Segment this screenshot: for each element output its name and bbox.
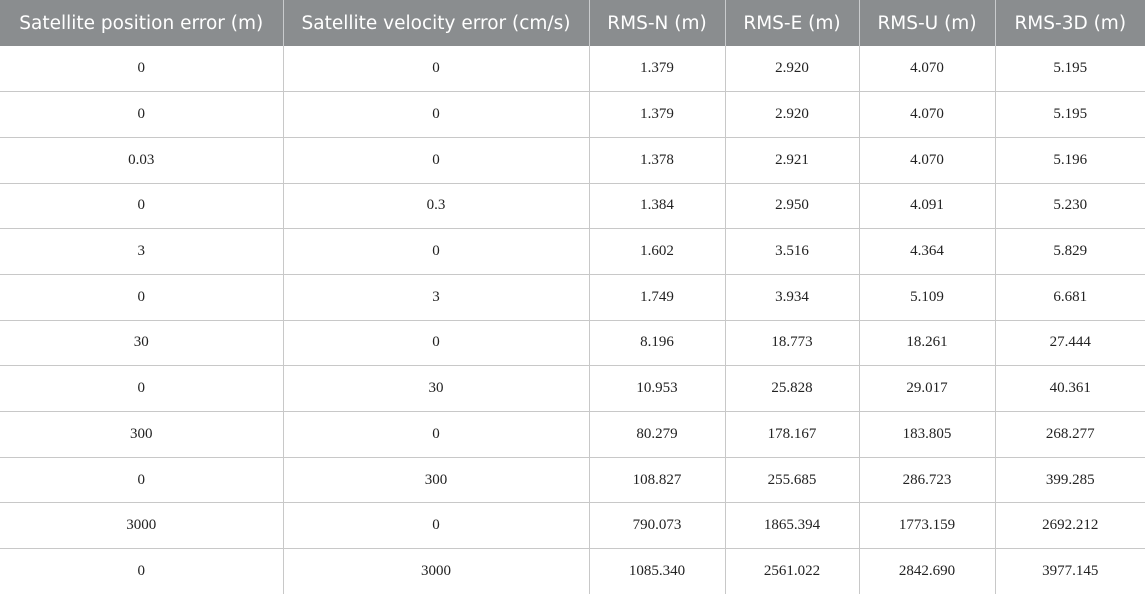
cell-rms-u: 1773.159 xyxy=(859,503,995,549)
table-row xyxy=(0,549,1145,595)
cell-rms-n: 790.073 xyxy=(589,503,725,549)
table-row xyxy=(0,137,1145,183)
column-header-rms-3d: RMS-3D (m) xyxy=(995,0,1145,46)
cell-rms-u: 29.017 xyxy=(859,366,995,412)
cell-rms-n: 1.378 xyxy=(589,137,725,183)
cell-satellite-position-error: 300 xyxy=(0,412,283,458)
table-row xyxy=(0,412,1145,458)
cell-rms-e: 2.921 xyxy=(725,137,859,183)
column-header-rms-u: RMS-U (m) xyxy=(859,0,995,46)
cell-rms-n: 1.602 xyxy=(589,229,725,275)
cell-rms-e: 3.934 xyxy=(725,274,859,320)
cell-satellite-position-error: 3 xyxy=(0,229,283,275)
cell-satellite-position-error: 30 xyxy=(0,320,283,366)
cell-rms-u: 4.070 xyxy=(859,92,995,138)
cell-rms-n: 1.379 xyxy=(589,46,725,92)
cell-satellite-velocity-error: 0 xyxy=(283,412,589,458)
cell-satellite-position-error: 0 xyxy=(0,183,283,229)
cell-satellite-velocity-error: 0 xyxy=(283,46,589,92)
cell-satellite-position-error: 0 xyxy=(0,274,283,320)
cell-rms-3d: 6.681 xyxy=(995,274,1145,320)
cell-rms-u: 286.723 xyxy=(859,457,995,503)
cell-rms-u: 5.109 xyxy=(859,274,995,320)
cell-satellite-position-error: 0 xyxy=(0,457,283,503)
cell-rms-e: 2.950 xyxy=(725,183,859,229)
cell-satellite-velocity-error: 0 xyxy=(283,320,589,366)
cell-rms-e: 255.685 xyxy=(725,457,859,503)
cell-rms-3d: 5.230 xyxy=(995,183,1145,229)
cell-satellite-position-error: 0.03 xyxy=(0,137,283,183)
cell-satellite-position-error: 0 xyxy=(137,563,145,580)
cell-rms-e: 178.167 xyxy=(725,412,859,458)
table-row xyxy=(0,46,1145,92)
cell-rms-e: 18.773 xyxy=(725,320,859,366)
header-row xyxy=(0,0,1145,46)
cell-rms-n: 10.953 xyxy=(589,366,725,412)
cell-rms-3d: 268.277 xyxy=(995,412,1145,458)
cell-satellite-velocity-error: 30 xyxy=(283,366,589,412)
cell-rms-e: 2561.022 xyxy=(725,549,859,595)
cell-rms-3d: 2692.212 xyxy=(995,503,1145,549)
cell-rms-n: 80.279 xyxy=(589,412,725,458)
cell-rms-n: 108.827 xyxy=(589,457,725,503)
cell-rms-n: 1085.340 xyxy=(589,549,725,595)
column-header-satellite-position-error: Satellite position error (m) xyxy=(19,12,264,34)
cell-rms-3d: 3977.145 xyxy=(995,549,1145,595)
cell-rms-u: 4.070 xyxy=(859,137,995,183)
cell-rms-3d: 5.195 xyxy=(995,46,1145,92)
cell-rms-3d: 5.195 xyxy=(995,92,1145,138)
cell-rms-n: 8.196 xyxy=(589,320,725,366)
cell-rms-u: 4.091 xyxy=(859,183,995,229)
cell-rms-u: 183.805 xyxy=(859,412,995,458)
table-body xyxy=(0,46,1145,594)
cell-rms-u: 2842.690 xyxy=(859,549,995,595)
cell-rms-3d: 5.829 xyxy=(995,229,1145,275)
cell-rms-e: 2.920 xyxy=(725,46,859,92)
cell-rms-3d: 399.285 xyxy=(995,457,1145,503)
column-header-rms-e: RMS-E (m) xyxy=(725,0,859,46)
column-header-rms-n: RMS-N (m) xyxy=(589,0,725,46)
cell-satellite-position-error: 0 xyxy=(0,92,283,138)
table-row xyxy=(0,320,1145,366)
cell-satellite-position-error: 3000 xyxy=(0,503,283,549)
cell-rms-n: 1.379 xyxy=(589,92,725,138)
cell-satellite-velocity-error: 0 xyxy=(283,503,589,549)
cell-rms-e: 3.516 xyxy=(725,229,859,275)
cell-rms-u: 4.070 xyxy=(859,46,995,92)
cell-rms-n: 1.384 xyxy=(589,183,725,229)
table-row xyxy=(0,229,1145,275)
cell-satellite-velocity-error: 0 xyxy=(283,137,589,183)
cell-satellite-velocity-error: 0.3 xyxy=(283,183,589,229)
cell-satellite-velocity-error: 300 xyxy=(283,457,589,503)
cell-satellite-velocity-error: 3 xyxy=(283,274,589,320)
cell-rms-3d: 5.196 xyxy=(995,137,1145,183)
cell-rms-e: 1865.394 xyxy=(725,503,859,549)
table-header xyxy=(0,0,1145,46)
cell-satellite-velocity-error: 0 xyxy=(283,229,589,275)
cell-rms-u: 18.261 xyxy=(859,320,995,366)
cell-satellite-position-error: 0 xyxy=(0,46,283,92)
cell-rms-e: 2.920 xyxy=(725,92,859,138)
column-header-satellite-velocity-error: Satellite velocity error (cm/s) xyxy=(283,0,589,46)
table-row xyxy=(0,274,1145,320)
table-row xyxy=(0,366,1145,412)
table-row xyxy=(0,183,1145,229)
cell-satellite-velocity-error: 3000 xyxy=(283,549,589,595)
cell-rms-3d: 40.361 xyxy=(995,366,1145,412)
cell-rms-3d: 27.444 xyxy=(995,320,1145,366)
cell-rms-e: 25.828 xyxy=(725,366,859,412)
cell-rms-u: 4.364 xyxy=(859,229,995,275)
table-row xyxy=(0,503,1145,549)
cell-rms-n: 1.749 xyxy=(589,274,725,320)
table-row xyxy=(0,457,1145,503)
table-row xyxy=(0,92,1145,138)
cell-satellite-position-error: 0 xyxy=(0,366,283,412)
cell-satellite-velocity-error: 0 xyxy=(283,92,589,138)
